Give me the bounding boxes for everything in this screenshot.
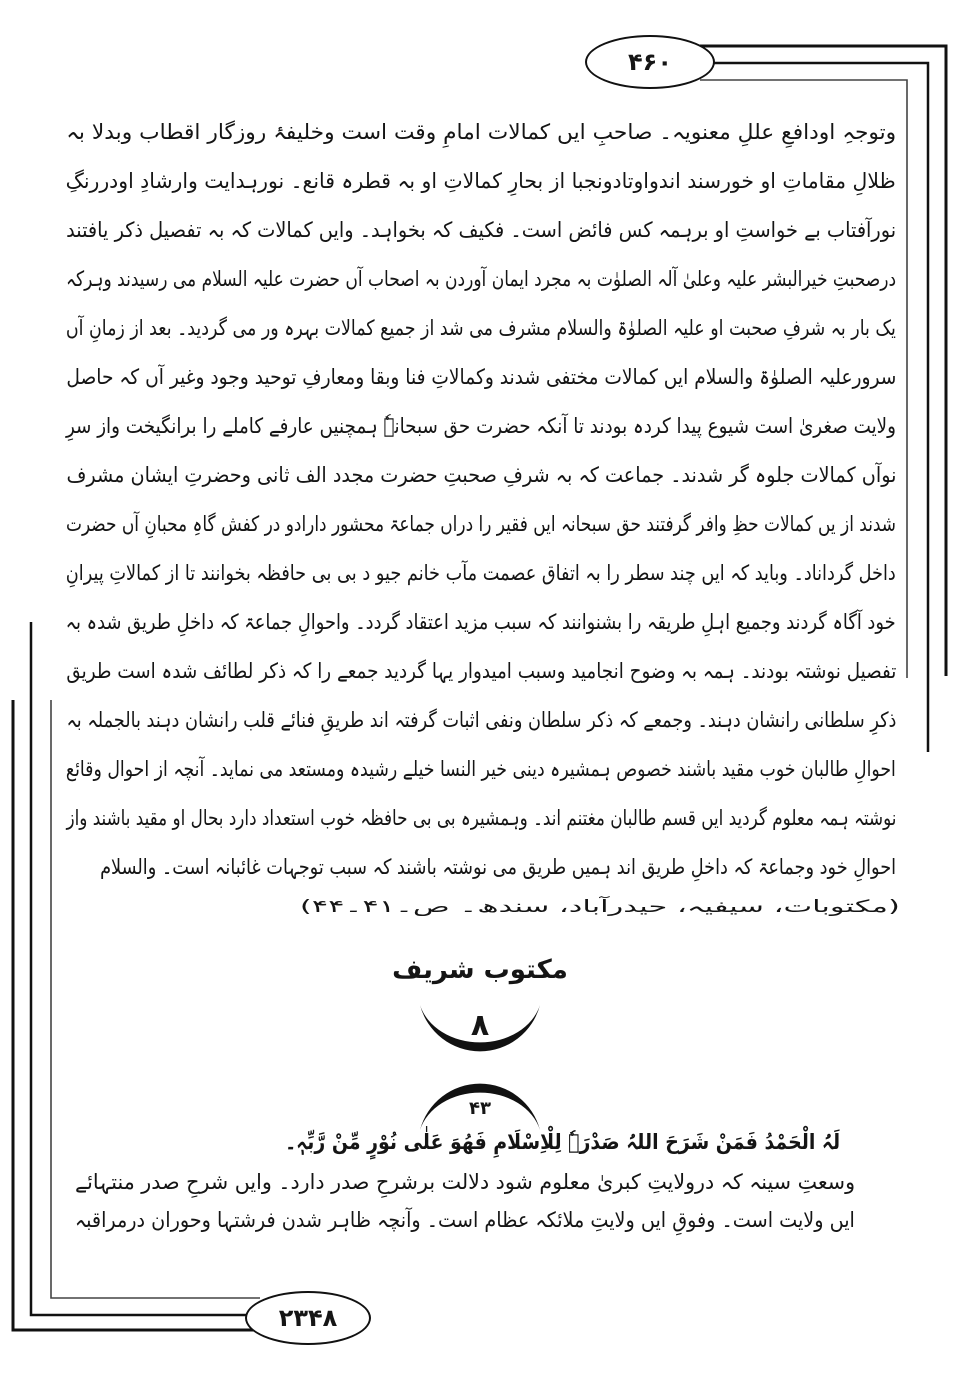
bottom-page-number: ۲۳۴۸ — [245, 1291, 371, 1345]
letter-number: ۸ — [470, 1008, 490, 1043]
paragraph-line: وتوجہِ اودافعِ عللِ معنویہ۔ صاحبِ ایں کمالات امامِ وقت است وخلیفۂ روزگار اقطاب وبدلا بہ — [66, 120, 896, 144]
paragraph-line: نوآں کمالات جلوہ گر شدند۔ جماعت کہ بہ شرفِ صحبتِ حضرت مجدد الف ثانی وحضرتِ ایشان مشرف — [66, 463, 896, 487]
paragraph-line: خود آگاہ گردند وجمیع اہلِ طریقہ را بشنوانند کہ سبب مزید اعتقاد گردد۔ واحوالِ جماعۃ کہ داخلِ طریق شدہ بہ — [66, 610, 896, 634]
letter-line: ایں ولایت است۔ وفوقِ ایں ولایتِ ملائکہ عظام است۔ وآنچہ ظاہر شدن فرشتہا وحوران درمراقبہ — [75, 1208, 855, 1232]
paragraph-line: ولایت صغریٰ است شیوع پیدا کردہ بودند تا آنکہ حضرت حق سبحانہٗ ہمچنیں عارفے کاملے را برانگیخت واز سرِ — [66, 414, 896, 438]
arabic-opening-verse: لَہُ الْحَمْدُ فَمَنْ شَرَحَ اللہُ صَدْرَہٗ لِلْاِسْلَامِ فَھُوَ عَلٰی نُوْرٍ مِّنْ رَّبِّہٖ۔ — [285, 1130, 840, 1154]
letter-line: وسعتِ سینہ کہ درولایتِ کبریٰ معلوم شود دلالت برشرحِ صدر دارد۔ وایں شرحِ صدر منتہائے — [75, 1170, 855, 1194]
paragraph-line: احوالِ طالبان خوب مقید باشند خصوص ہمشیرہ دینی خیر النسا خیلے رشیدہ ومستعد می نماید۔ آنچہ از احوال وقائع — [66, 757, 896, 781]
paragraph-line: نورآفتاب بے خواستِ او برہمہ کس فائض است۔ فکیف کہ بخواہد۔ وایں کمالات کہ بہ تفصیل ذکر یافتند — [66, 218, 896, 242]
paragraph-line: ذکرِ سلطانی رانشان دہند۔ وجمعے کہ ذکر سلطان ونفی اثبات گرفتہ اند طریقِ فنائے قلب رانشان دہند بالجملہ بہ — [66, 708, 896, 732]
paragraph-line: یک بار بہ شرفِ صحبت او علیہ الصلوٰۃ والسلام مشرف می شد از جمیع کمالات بہرہ ور می گردید۔ بعد از زمانِ آں — [66, 316, 896, 340]
paragraph-line: ظلالِ مقاماتِ او خورسند اندواوتادونجبا از بحارِ کمالاتِ او بہ قطرہ قانع۔ نورہدایت وارشادِ اودررنگِ — [66, 169, 896, 193]
paragraph-line: احوالِ خود وجماعۃ کہ داخلِ طریق اند ہمیں طریق می نوشتہ باشند کہ سبب توجہات غائبانہ است۔ والسلام — [100, 855, 896, 879]
paragraph-line: شدند از یں کمالات حظِ وافر گرفتند حق سبحانہ ایں فقیر را دراں جماعۃ محشور دارادو در کفش گاہِ محبانِ آں حضرت — [66, 512, 896, 536]
paragraph-line: داخل گرداناد۔ وباید کہ ایں چند سطر را بہ اتفاق عصمت مآب خانم جیو د بی بی حافظہ بخوانند تا از کمالاتِ پیرانِ — [66, 561, 896, 585]
letter-heading: مکتوب شریف — [392, 955, 568, 985]
paragraph-line: نوشتہ ہمہ معلوم گردید ایں قسم طالبان مغتنم اند۔ وہمشیرہ بی بی حافظہ خوب استعداد دارد بحال او مقید باشند واز — [66, 806, 896, 830]
citation: (مکتوبات، سیفیہ، حیدرآباد، سندھ۔ ص۔۴۱۔۴۴) — [300, 897, 900, 917]
paragraph-line: تفصیل نوشتہ بودند۔ ہمہ بہ وضوح انجامید وسبب امیدوار یہا گردید جمعے را کہ ذکر لطائف شدہ است طریق — [66, 659, 896, 683]
top-page-number: ۴۶۰ — [585, 35, 715, 89]
paragraph-line: درصحبتِ خیرالبشر علیہ وعلیٰ آلہ الصلوٰت بہ مجرد ایمان آوردن بہ اصحاب آں حضرت علیہ السلام می رسیدند وہرکہ — [66, 267, 896, 291]
letter-sub-number: ۴۳ — [469, 1098, 491, 1119]
paragraph-line: سرورعلیہ الصلوٰۃ والسلام ایں کمالات مختفی شدند وکمالاتِ فنا وبقا ومعارفِ توحید وجود وغیر آں کہ حاصل — [66, 365, 896, 389]
